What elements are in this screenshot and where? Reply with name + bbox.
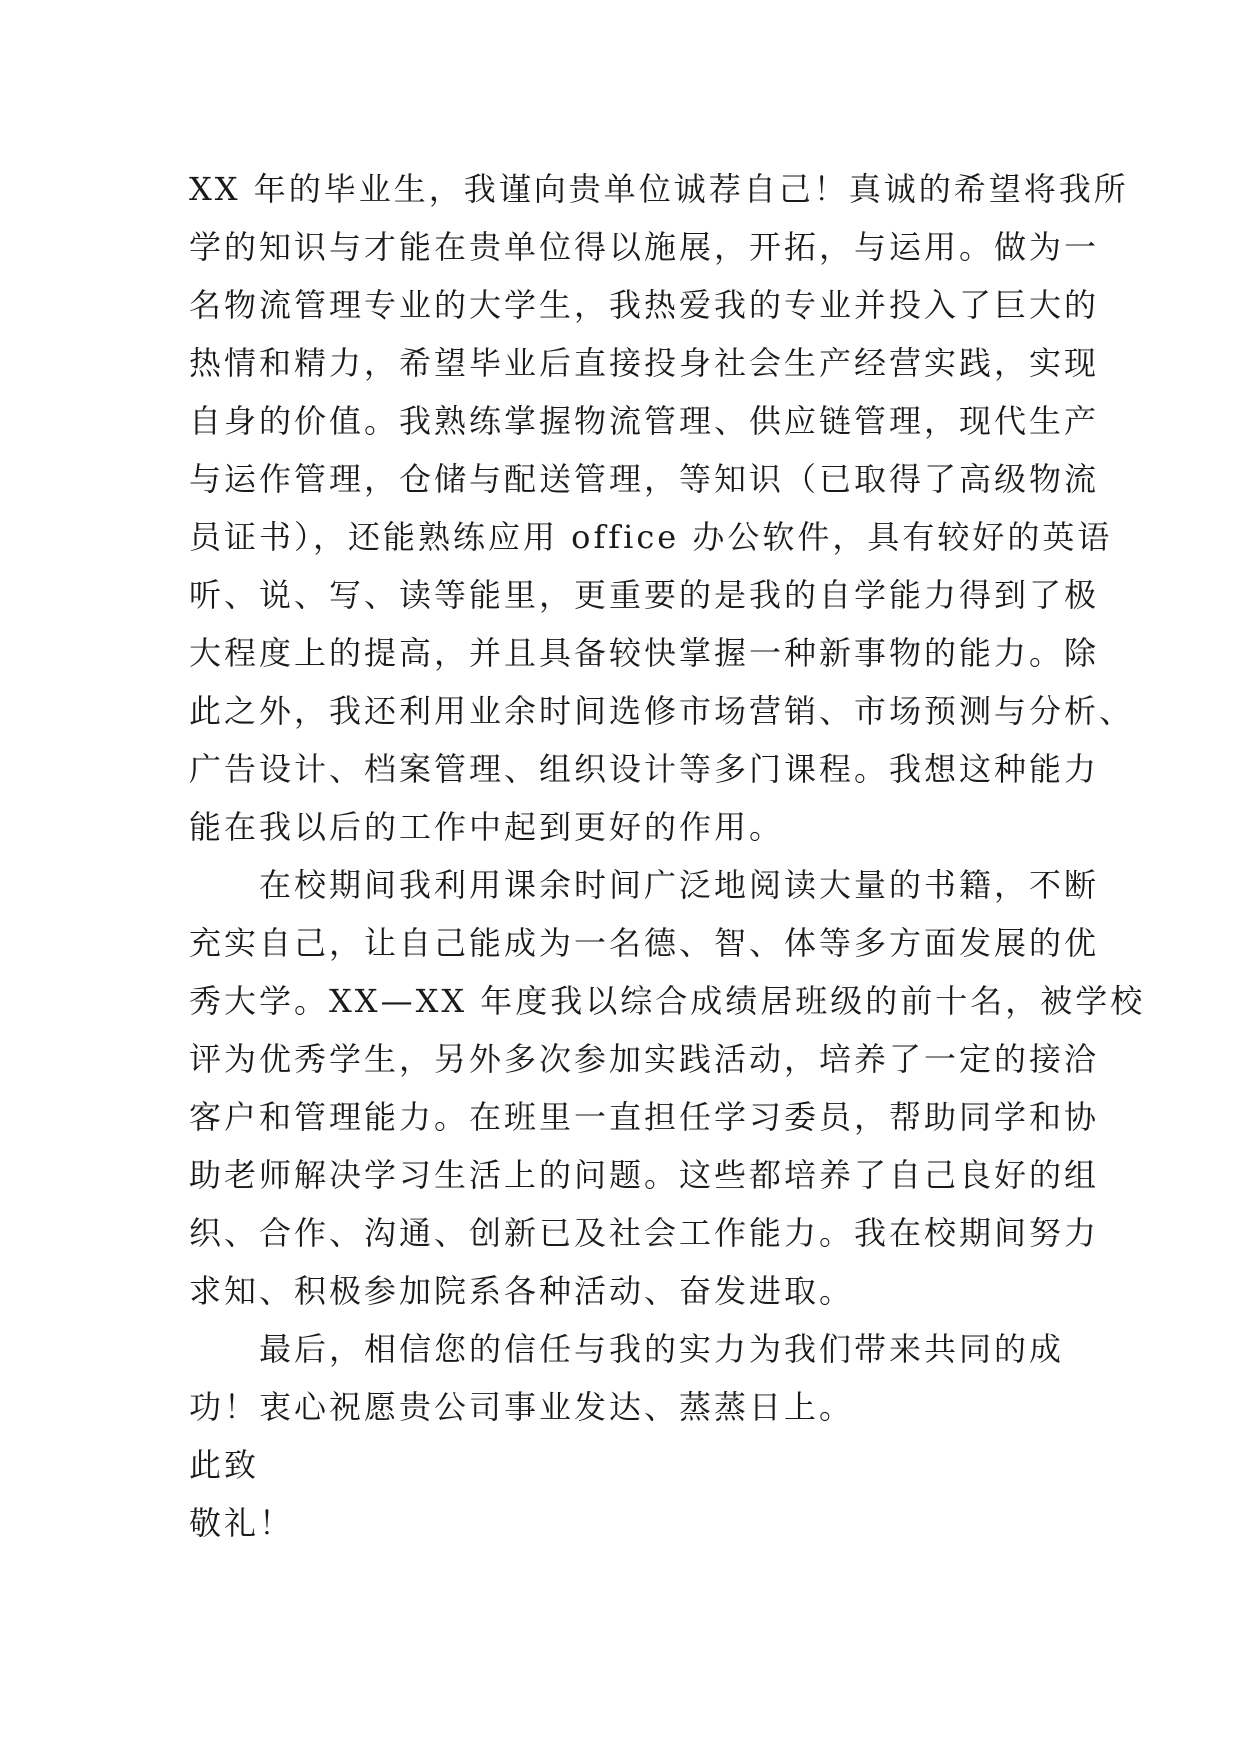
paragraph-skills bbox=[189, 160, 1135, 856]
text-line: 功！衷心祝愿贵公司事业发达、蒸蒸日上。 bbox=[189, 1388, 855, 1426]
text-line: 秀大学。XX—XX 年度我以综合成绩居班级的前十名，被学校 bbox=[189, 982, 1146, 1020]
paragraph-school-experience bbox=[189, 856, 1146, 1320]
text-line: 大程度上的提高，并且具备较快掌握一种新事物的能力。除 bbox=[189, 634, 1100, 672]
text-line: 助老师解决学习生活上的问题。这些都培养了自己良好的组 bbox=[189, 1156, 1100, 1194]
text-line: 广告设计、档案管理、组织设计等多门课程。我想这种能力 bbox=[189, 750, 1100, 788]
closing-salutation: 此致 bbox=[189, 1446, 260, 1484]
text-line: 名物流管理专业的大学生，我热爱我的专业并投入了巨大的 bbox=[189, 286, 1100, 324]
text-line: 学的知识与才能在贵单位得以施展，开拓，与运用。做为一 bbox=[189, 228, 1100, 266]
text-line: 与运作管理，仓储与配送管理，等知识（已取得了高级物流 bbox=[189, 460, 1100, 498]
text-line: 此之外，我还利用业余时间选修市场营销、市场预测与分析、 bbox=[189, 692, 1135, 730]
text-line: 客户和管理能力。在班里一直担任学习委员，帮助同学和协 bbox=[189, 1098, 1100, 1136]
closing-regards: 敬礼！ bbox=[189, 1504, 295, 1542]
text-line: 织、合作、沟通、创新已及社会工作能力。我在校期间努力 bbox=[189, 1214, 1100, 1252]
text-line: 在校期间我利用课余时间广泛地阅读大量的书籍，不断 bbox=[259, 866, 1100, 904]
letter-body bbox=[189, 160, 1146, 1552]
text-line: 评为优秀学生，另外多次参加实践活动，培养了一定的接洽 bbox=[189, 1040, 1100, 1078]
text-line: 求知、积极参加院系各种活动、奋发进取。 bbox=[189, 1272, 855, 1310]
text-line: 热情和精力，希望毕业后直接投身社会生产经营实践，实现 bbox=[189, 344, 1100, 382]
text-line: 充实自己，让自己能成为一名德、智、体等多方面发展的优 bbox=[189, 924, 1100, 962]
text-line: 自身的价值。我熟练掌握物流管理、供应链管理，现代生产 bbox=[189, 402, 1100, 440]
text-line: XX 年的毕业生，我谨向贵单位诚荐自己！真诚的希望将我所 bbox=[189, 170, 1129, 208]
text-line: 能在我以后的工作中起到更好的作用。 bbox=[189, 808, 785, 846]
text-line: 员证书），还能熟练应用 office 办公软件，具有较好的英语 bbox=[189, 518, 1113, 556]
text-line: 听、说、写、读等能里，更重要的是我的自学能力得到了极 bbox=[189, 576, 1100, 614]
text-line: 最后，相信您的信任与我的实力为我们带来共同的成 bbox=[259, 1330, 1065, 1368]
paragraph-closing-wishes bbox=[189, 1320, 1065, 1436]
